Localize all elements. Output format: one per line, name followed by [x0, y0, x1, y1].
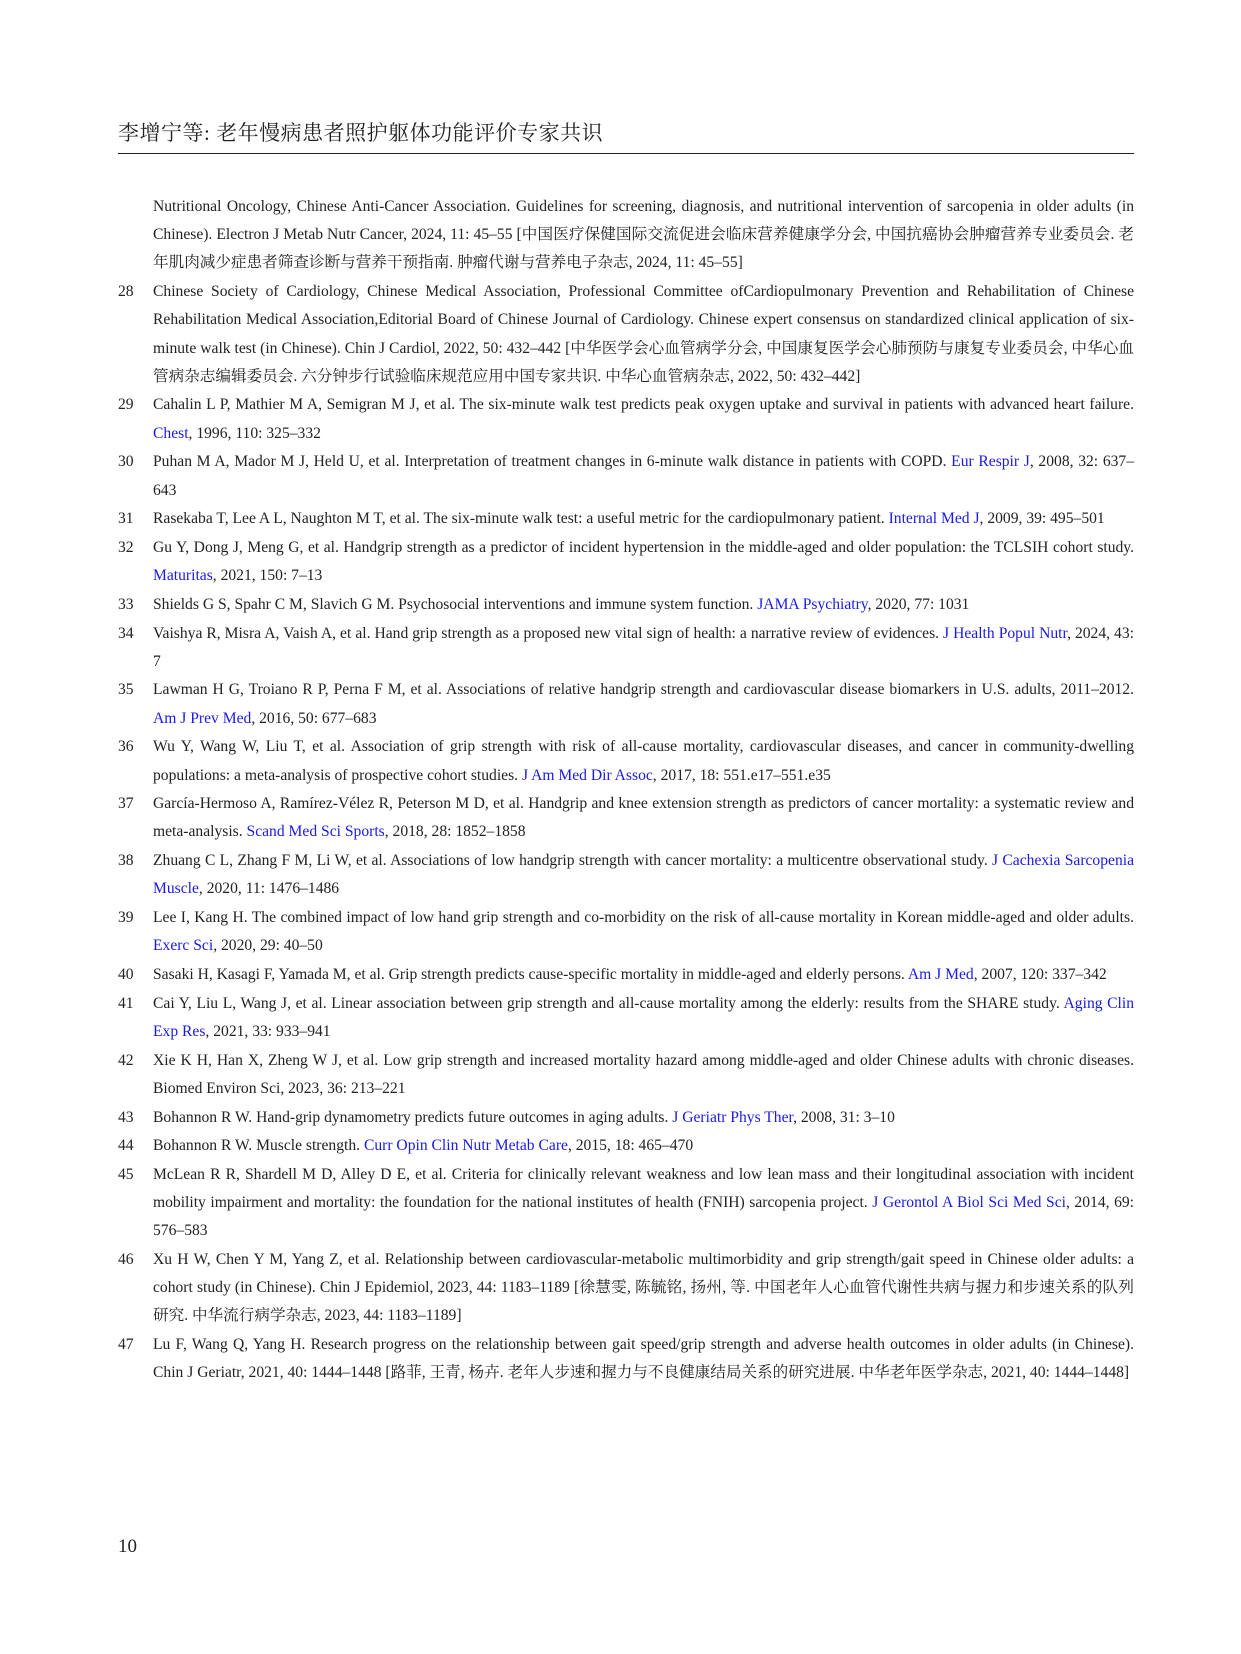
reference-citation: Cahalin L P, Mathier M A, Semigran M J, et al. The six-minute walk test predicts peak oxygen uptake and survival in patients with advanced heart failure.: [153, 396, 1134, 414]
reference-citation: Nutritional Oncology, Chinese Anti-Cancer Association. Guidelines for screening, diagnosis, and nutritional intervention of sarcopenia in older adults (in Chinese). Electron J Metab Nutr Cancer, 2024, 11: 45–55 [中国医疗保健国际交流促进会临床营养健康学分会, 中国抗癌协会肿瘤营养专业委员会. 老年肌肉减少症患者筛查诊断与营养干预指南. 肿瘤代谢与营养电子杂志, 2024, 11: 45–55]: [153, 198, 1134, 272]
journal-link[interactable]: Exerc Sci: [153, 937, 214, 955]
reference-volume-pages: , 2016, 50: 677–683: [251, 709, 377, 727]
running-header: 李增宁等: 老年慢病患者照护躯体功能评价专家共识: [118, 121, 604, 145]
journal-link[interactable]: J Health Popul Nutr: [943, 624, 1068, 642]
reference-text: [153, 733, 1134, 789]
reference-text: [153, 391, 1134, 447]
reference-item: [118, 961, 1134, 989]
reference-volume-pages: , 2017, 18: 551.e17–551.e35: [652, 766, 831, 784]
reference-number: 28: [118, 283, 134, 301]
reference-item: [118, 847, 1134, 903]
reference-text: [153, 1104, 1134, 1132]
journal-link[interactable]: J Cachexia Sarcopenia Muscle: [153, 852, 1134, 898]
reference-text: [153, 448, 1134, 504]
reference-volume-pages: , 2020, 11: 1476–1486: [198, 880, 340, 898]
reference-text: [153, 620, 1134, 676]
reference-number: 35: [118, 681, 134, 699]
reference-item: [118, 1132, 1134, 1160]
reference-citation: Bohannon R W. Muscle strength.: [153, 1137, 364, 1155]
reference-volume-pages: , 2009, 39: 495–501: [979, 510, 1105, 528]
header-rule: [118, 153, 1134, 154]
reference-item: [118, 1104, 1134, 1132]
reference-citation: García-Hermoso A, Ramírez-Vélez R, Peterson M D, et al. Handgrip and knee extension strength as predictors of cancer mortality: a systematic review and meta-analysis.: [153, 795, 1134, 841]
reference-number: 46: [118, 1251, 134, 1269]
reference-citation: Xie K H, Han X, Zheng W J, et al. Low grip strength and increased mortality hazard among middle-aged and older Chinese adults with chronic diseases. Biomed Environ Sci, 2023, 36: 213–221: [153, 1051, 1134, 1097]
reference-list: [118, 193, 1134, 1388]
reference-text: [153, 193, 1134, 278]
reference-text: [153, 1246, 1134, 1331]
reference-number: 32: [118, 538, 134, 556]
reference-number: 37: [118, 795, 134, 813]
reference-text: [153, 990, 1134, 1046]
reference-number: 40: [118, 965, 134, 983]
reference-volume-pages: , 2014, 69: 576–583: [153, 1194, 1134, 1240]
reference-number: 29: [118, 396, 134, 414]
journal-link[interactable]: Curr Opin Clin Nutr Metab Care: [363, 1137, 568, 1155]
reference-citation: Rasekaba T, Lee A L, Naughton M T, et al. The six-minute walk test: a useful metric for the cardiopulmonary patient.: [153, 510, 889, 528]
reference-text: [153, 961, 1134, 989]
reference-item: [118, 904, 1134, 960]
journal-link[interactable]: Chest: [153, 424, 189, 442]
reference-citation: Lu F, Wang Q, Yang H. Research progress on the relationship between gait speed/grip strength and adverse health outcomes in older adults (in Chinese). Chin J Geriatr, 2021, 40: 1444–1448 [路菲, 王青, 杨卉. 老年人步速和握力与不良健康结局关系的研究进展. 中华老年医学杂志, 2021, 40: 1444–1448]: [153, 1336, 1134, 1382]
reference-item: [118, 990, 1134, 1046]
reference-citation: Sasaki H, Kasagi F, Yamada M, et al. Grip strength predicts cause-specific mortality in middle-aged and elderly persons.: [153, 965, 908, 983]
reference-number: 47: [118, 1336, 134, 1354]
reference-volume-pages: , 2018, 28: 1852–1858: [384, 823, 526, 841]
reference-number: 44: [118, 1137, 134, 1155]
reference-text: [153, 847, 1134, 903]
reference-volume-pages: , 2008, 32: 637–643: [153, 453, 1135, 499]
reference-volume-pages: , 2020, 29: 40–50: [213, 937, 323, 955]
reference-number: 30: [118, 453, 134, 471]
reference-item: [118, 790, 1134, 846]
reference-volume-pages: , 2021, 33: 933–941: [205, 1022, 331, 1040]
page-number: 10: [118, 1536, 137, 1557]
reference-number: 42: [118, 1051, 134, 1069]
reference-citation: Wu Y, Wang W, Liu T, et al. Association of grip strength with risk of all-cause mortality, cardiovascular diseases, and cancer in community-dwelling populations: a meta-analysis of prospective cohort studies.: [153, 738, 1134, 784]
reference-item: [118, 193, 1134, 278]
reference-text: [153, 790, 1134, 846]
journal-link[interactable]: Internal Med J: [888, 510, 980, 528]
reference-item: [118, 278, 1134, 391]
reference-item: [118, 534, 1134, 590]
reference-text: [153, 1047, 1134, 1103]
reference-item: [118, 1246, 1134, 1331]
reference-number: 39: [118, 909, 134, 927]
reference-item: [118, 1161, 1134, 1246]
reference-text: [153, 904, 1134, 960]
reference-item: [118, 733, 1134, 789]
journal-link[interactable]: Am J Med: [907, 965, 974, 983]
reference-citation: Chinese Society of Cardiology, Chinese Medical Association, Professional Committee ofCardiopulmonary Prevention and Rehabilitation of Chinese Rehabilitation Medical Association,Editorial Board of Chinese Journal of Cardiology. Chinese expert consensus on standardized clinical application of six-minute walk test (in Chinese). Chin J Cardiol, 2022, 50: 432–442 [中华医学会心血管病学分会, 中国康复医学会心肺预防与康复专业委员会, 中华心血管病杂志编辑委员会. 六分钟步行试验临床规范应用中国专家共识. 中华心血管病杂志, 2022, 50: 432–442]: [153, 283, 1134, 385]
reference-citation: Xu H W, Chen Y M, Yang Z, et al. Relationship between cardiovascular-metabolic multimorbidity and grip strength/gait speed in Chinese older adults: a cohort study (in Chinese). Chin J Epidemiol, 2023, 44: 1183–1189 [徐慧雯, 陈毓铭, 扬州, 等. 中国老年人心血管代谢性共病与握力和步速关系的队列研究. 中华流行病学杂志, 2023, 44: 1183–1189]: [153, 1251, 1134, 1325]
reference-item: [118, 505, 1134, 533]
journal-link[interactable]: Eur Respir J: [951, 453, 1030, 471]
reference-item: [118, 1331, 1134, 1387]
reference-number: 34: [118, 624, 134, 642]
reference-volume-pages: , 2024, 43: 7: [153, 624, 1134, 670]
reference-text: [153, 676, 1134, 732]
reference-number: 43: [118, 1108, 134, 1126]
reference-volume-pages: , 2008, 31: 3–10: [793, 1108, 895, 1126]
reference-citation: Gu Y, Dong J, Meng G, et al. Handgrip strength as a predictor of incident hypertension in the middle-aged and older population: the TCLSIH cohort study.: [153, 538, 1134, 556]
reference-text: [153, 1161, 1134, 1246]
reference-number: 36: [118, 738, 134, 756]
reference-text: [153, 278, 1134, 391]
reference-citation: Cai Y, Liu L, Wang J, et al. Linear association between grip strength and all-cause mortality among the elderly: results from the SHARE study.: [153, 994, 1064, 1012]
reference-number: 31: [118, 510, 134, 528]
journal-link[interactable]: J Am Med Dir Assoc: [521, 766, 653, 784]
reference-volume-pages: , 1996, 110: 325–332: [188, 424, 321, 442]
reference-volume-pages: , 2021, 150: 7–13: [212, 567, 323, 585]
reference-text: [153, 505, 1134, 533]
reference-citation: McLean R R, Shardell M D, Alley D E, et al. Criteria for clinically relevant weakness and low lean mass and their longitudinal association with incident mobility impairment and mortality: the foundation for the national institutes of health (FNIH) sarcopenia project.: [153, 1165, 1134, 1212]
reference-number: 41: [118, 994, 134, 1012]
journal-link[interactable]: Am J Prev Med: [153, 709, 252, 727]
reference-citation: Zhuang C L, Zhang F M, Li W, et al. Associations of low handgrip strength with cancer mortality: a multicentre observational study.: [153, 852, 993, 870]
reference-text: [153, 591, 1134, 619]
reference-text: [153, 1331, 1134, 1387]
reference-item: [118, 448, 1134, 504]
journal-link[interactable]: Scand Med Sci Sports: [246, 823, 385, 841]
reference-text: [153, 1132, 1134, 1160]
reference-number: 33: [118, 595, 134, 613]
reference-volume-pages: , 2007, 120: 337–342: [973, 965, 1107, 983]
reference-item: [118, 391, 1134, 447]
reference-citation: Puhan M A, Mador M J, Held U, et al. Interpretation of treatment changes in 6-minute walk distance in patients with COPD.: [153, 453, 952, 471]
reference-number: 38: [118, 852, 134, 870]
reference-citation: Bohannon R W. Hand-grip dynamometry predicts future outcomes in aging adults.: [153, 1108, 673, 1126]
journal-link[interactable]: J Geriatr Phys Ther: [672, 1108, 794, 1126]
reference-citation: Shields G S, Spahr C M, Slavich G M. Psychosocial interventions and immune system function.: [153, 595, 758, 613]
reference-text: [153, 534, 1134, 590]
reference-item: [118, 1047, 1134, 1103]
reference-item: [118, 676, 1134, 732]
journal-link[interactable]: JAMA Psychiatry: [757, 595, 868, 613]
reference-volume-pages: , 2015, 18: 465–470: [567, 1137, 694, 1155]
journal-link[interactable]: Aging Clin Exp Res: [153, 994, 1135, 1040]
reference-citation: Vaishya R, Misra A, Vaish A, et al. Hand grip strength as a proposed new vital sign of health: a narrative review of evidences.: [153, 624, 944, 642]
reference-citation: Lawman H G, Troiano R P, Perna F M, et al. Associations of relative handgrip strength and cardiovascular disease biomarkers in U.S. adults, 2011–2012.: [153, 681, 1134, 699]
journal-link[interactable]: J Gerontol A Biol Sci Med Sci: [872, 1194, 1066, 1212]
reference-number: 45: [118, 1165, 134, 1183]
journal-link[interactable]: Maturitas: [153, 567, 213, 585]
reference-citation: Lee I, Kang H. The combined impact of low hand grip strength and co-morbidity on the risk of all-cause mortality in Korean middle-aged and older adults.: [153, 909, 1134, 927]
reference-item: [118, 591, 1134, 619]
reference-volume-pages: , 2020, 77: 1031: [867, 595, 970, 613]
reference-item: [118, 620, 1134, 676]
